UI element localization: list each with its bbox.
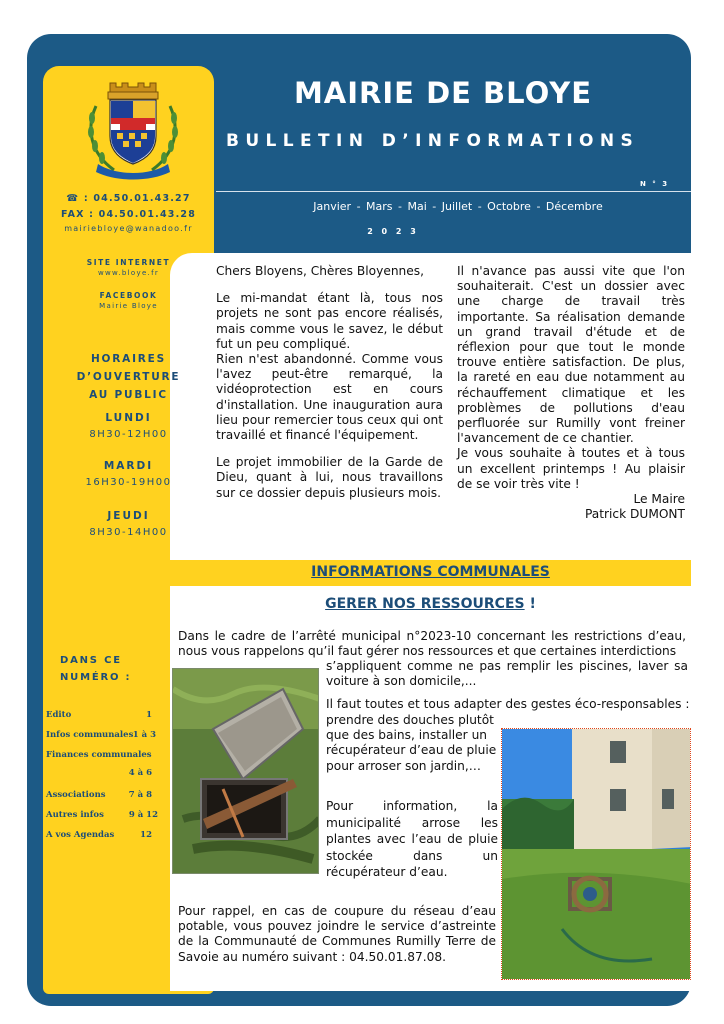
article-line: Pour rappel, en cas de coupure du réseau d’eau potable, vous pouvez joindre le service d’astreinte de la Communauté de Communes Rumilly Terre de Savoie au numéro suivant : 04.50.01.87.08. xyxy=(178,904,496,964)
editorial-paragraph: Le mi-mandat étant là, tous nos projets ne sont pas encore réalisés, mais comme vous le savez, le début fut un peu compliqué. xyxy=(216,291,443,351)
editorial-paragraph: Je vous souhaite à toutes et à tous un excellent printemps ! Au plaisir de se voir très vite ! xyxy=(457,446,685,491)
newsletter-subtitle: BULLETIN D’INFORMATIONS xyxy=(226,131,640,151)
article-line: Il faut toutes et tous adapter des gestes éco-responsables : xyxy=(326,697,690,711)
editorial-left-column xyxy=(216,264,443,501)
toc-item-edito[interactable]: Edito 1 xyxy=(46,710,152,720)
website-url[interactable]: www.bloye.fr xyxy=(97,269,160,277)
editorial-paragraph: Rien n'est abandonné. Comme vous l'avez peut-être remarqué, la vidéoprotection est en cours d'installation. Une inauguration aura lieu pour remercier tous ceux qui ont travaillé et financé l'équipement. xyxy=(216,352,443,443)
editorial-paragraph: Il n'avance pas aussi vite que l'on souhaiterait. C'est un dossier avec une charge de travail très importante. Sa réalisation demande un grand travail d'étude et de réflexion pour que tout le monde trouve entière satisfaction. De plus, la rareté en eau due notamment au réchauffement climatique et les problèmes de pollutions d'eau perfluorée sur Rumilly vont freiner l'avancement de ce chantier. xyxy=(457,264,685,446)
day-tuesday: MARDI xyxy=(103,460,154,472)
facebook-label: FACEBOOK xyxy=(99,291,158,300)
fax-number: FAX : 04.50.01.43.28 xyxy=(60,209,197,220)
day-monday: LUNDI xyxy=(105,412,152,424)
article-line: prendre des douches plutôt que des bains, installer un récupérateur d’eau de pluie pour arroser son jardin,… xyxy=(326,713,497,773)
newsletter-title: MAIRIE DE BLOYE xyxy=(293,76,593,110)
rain-collector-photo xyxy=(501,728,691,980)
hours-monday: 8H30-12H00 xyxy=(89,429,168,440)
website-label: SITE INTERNET xyxy=(86,258,171,267)
facebook-name[interactable]: Mairie Bloye xyxy=(99,302,158,310)
day-thursday: JEUDI xyxy=(107,510,150,522)
article-title: GERER NOS RESSOURCES ! xyxy=(325,596,536,612)
coat-of-arms-icon xyxy=(82,78,184,182)
toc-item-finances[interactable]: Finances communales xyxy=(46,750,152,760)
article-intro: Dans le cadre de l’arrêté municipal n°2023-10 concernant les restrictions d’eau, nous vous rappelons qu’il faut gérer nos ressources et que certaines interdictions xyxy=(178,629,686,659)
signature-name: Patrick DUMONT xyxy=(584,507,685,522)
header-divider xyxy=(216,191,691,192)
issue-number: N ° 3 xyxy=(640,180,670,188)
email-address[interactable]: mairiebloye@wanadoo.fr xyxy=(64,224,193,233)
toc-item-agendas[interactable]: A vos Agendas 12 xyxy=(46,830,152,840)
publication-months: Janvier - Mars - Mai - Juillet - Octobre - Décembre xyxy=(313,200,603,213)
editorial-right-column xyxy=(457,264,685,522)
editorial-paragraph: Le projet immobilier de la Garde de Dieu, quant à lui, nous travaillons sur ce dossier depuis plusieurs mois. xyxy=(216,455,443,500)
phone-number: ☎ : 04.50.01.43.27 xyxy=(66,193,191,204)
toc-item-finances-pages: 4 à 6 xyxy=(128,768,152,778)
toc-item-autres[interactable]: Autres infos 9 à 12 xyxy=(46,810,158,820)
publication-year: 2 0 2 3 xyxy=(367,227,419,236)
greeting: Chers Bloyens, Chères Bloyennes, xyxy=(216,264,424,278)
hours-tuesday: 16H30-19H00 xyxy=(85,477,172,488)
opening-hours-title: HORAIRES D’OUVERTURE AU PUBLIC xyxy=(76,353,181,401)
water-tank-photo xyxy=(172,668,319,874)
toc-item-infos[interactable]: Infos communales 1 à 3 xyxy=(46,730,156,740)
hours-thursday: 8H30-14H00 xyxy=(89,527,168,538)
toc-item-associations[interactable]: Associations 7 à 8 xyxy=(46,790,152,800)
signature-role: Le Maire xyxy=(633,492,685,507)
section-band-title: INFORMATIONS COMMUNALES xyxy=(311,564,550,580)
article-line: Pour information, la municipalité arrose les plantes avec l’eau de pluie stockée dans un récupérateur d’eau. xyxy=(326,799,498,879)
toc-heading: DANS CE NUMÉRO : xyxy=(60,655,132,683)
article-line: s’appliquent comme ne pas remplir les piscines, laver sa voiture à son domicile,... xyxy=(326,659,688,689)
